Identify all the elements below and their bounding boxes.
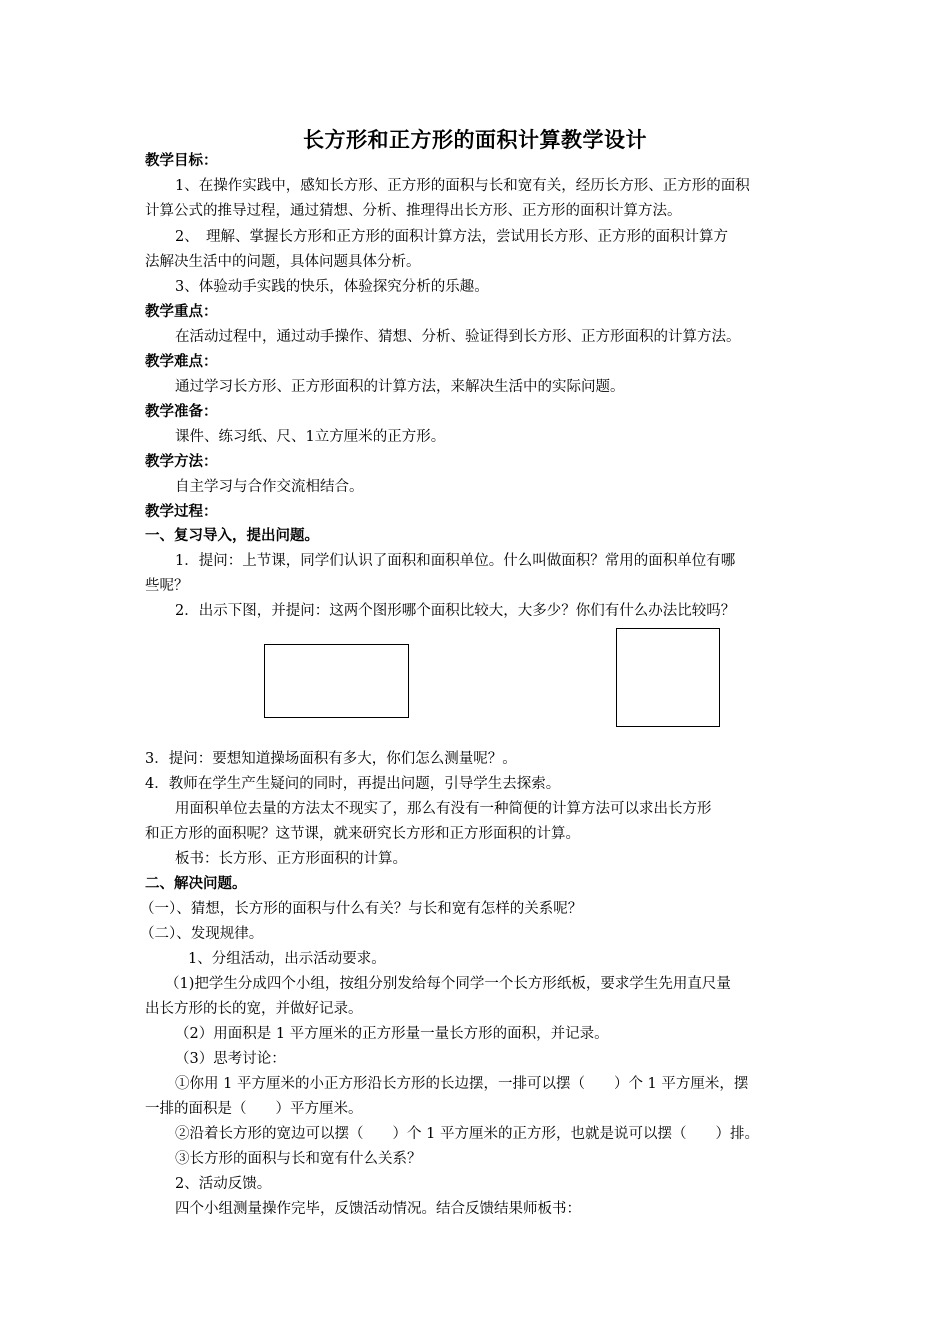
sub-section-1: （一）、猜想，长方形的面积与什么有关？与长和宽有怎样的关系呢？ [140, 901, 583, 917]
square-figure [616, 628, 720, 727]
activity-1-item-3: （3）思考讨论： [175, 1051, 286, 1067]
page-title: 长方形和正方形的面积计算教学设计 [303, 127, 647, 152]
step-4: 4．教师在学生产生疑问的同时，再提出问题，引导学生去探索。 [145, 776, 561, 792]
difficulty-heading: 教学难点： [145, 353, 218, 370]
activity-2-text: 四个小组测量操作完毕，反馈活动情况。结合反馈结果师板书： [175, 1201, 581, 1217]
goal-2-line-a: 2、 理解、掌握长方形和正方形的面积计算方法，尝试用长方形、正方形的面积计算方 [175, 229, 728, 245]
sub-section-2: （二）、发现规律。 [140, 926, 264, 942]
difficulty-text: 通过学习长方形、正方形面积的计算方法，来解决生活中的实际问题。 [175, 379, 625, 395]
goal-2-line-b: 法解决生活中的问题，具体问题具体分析。 [145, 254, 421, 270]
method-heading: 教学方法： [145, 453, 218, 470]
question-1-line-a: ①你用 1 平方厘米的小正方形沿长方形的长边摆，一排可以摆（ ）个 1 平方厘米，摆 [175, 1076, 749, 1092]
activity-1-item-1-line-b: 出长方形的长的宽，并做好记录。 [145, 1001, 363, 1017]
goal-3: 3、体验动手实践的快乐，体验探究分析的乐趣。 [175, 279, 489, 295]
goal-1-line-a: 1、在操作实践中，感知长方形、正方形的面积与长和宽有关，经历长方形、正方形的面积 [175, 178, 750, 194]
question-1-line-b: 一排的面积是（ ）平方厘米。 [145, 1101, 363, 1117]
process-heading: 教学过程： [145, 503, 218, 520]
goals-heading: 教学目标： [145, 152, 218, 169]
activity-1: 1、分组活动，出示活动要求。 [188, 951, 386, 967]
rectangle-figure [264, 644, 409, 718]
question-2: ②沿着长方形的宽边可以摆（ ）个 1 平方厘米的正方形，也就是说可以摆（ ）排。 [175, 1126, 759, 1142]
section-1-heading: 一、复习导入，提出问题。 [145, 527, 319, 544]
step-5-line-a: 用面积单位去量的方法太不现实了，那么有没有一种简便的计算方法可以求出长方形 [175, 801, 712, 817]
activity-1-item-1-line-a: （1)把学生分成四个小组，按组分别发给每个同学一个长方形纸板，要求学生先用直尺量 [165, 976, 731, 992]
prep-text: 课件、练习纸、尺、1立方厘米的正方形。 [175, 429, 446, 445]
step-3: 3．提问：要想知道操场面积有多大，你们怎么测量呢？。 [145, 751, 517, 767]
prep-heading: 教学准备： [145, 403, 218, 420]
key-text: 在活动过程中，通过动手操作、猜想、分析、验证得到长方形、正方形面积的计算方法。 [175, 329, 741, 345]
step-2: 2．出示下图，并提问：这两个图形哪个面积比较大，大多少？你们有什么办法比较吗？ [175, 603, 736, 619]
goal-1-line-b: 计算公式的推导过程，通过猜想、分析、推理得出长方形、正方形的面积计算方法。 [145, 203, 682, 219]
step-1-line-b: 些呢？ [145, 578, 189, 594]
step-5-line-b: 和正方形的面积呢？这节课，就来研究长方形和正方形面积的计算。 [145, 826, 580, 842]
method-text: 自主学习与合作交流相结合。 [175, 479, 364, 495]
key-heading: 教学重点： [145, 303, 218, 320]
question-3: ③长方形的面积与长和宽有什么关系？ [175, 1151, 422, 1167]
step-1-line-a: 1．提问：上节课，同学们认识了面积和面积单位。什么叫做面积？常用的面积单位有哪 [175, 553, 736, 569]
board-note: 板书：长方形、正方形面积的计算。 [175, 851, 407, 867]
activity-1-item-2: （2）用面积是 1 平方厘米的正方形量一量长方形的面积，并记录。 [175, 1026, 609, 1042]
section-2-heading: 二、解决问题。 [145, 875, 247, 892]
activity-2: 2、活动反馈。 [175, 1176, 272, 1192]
